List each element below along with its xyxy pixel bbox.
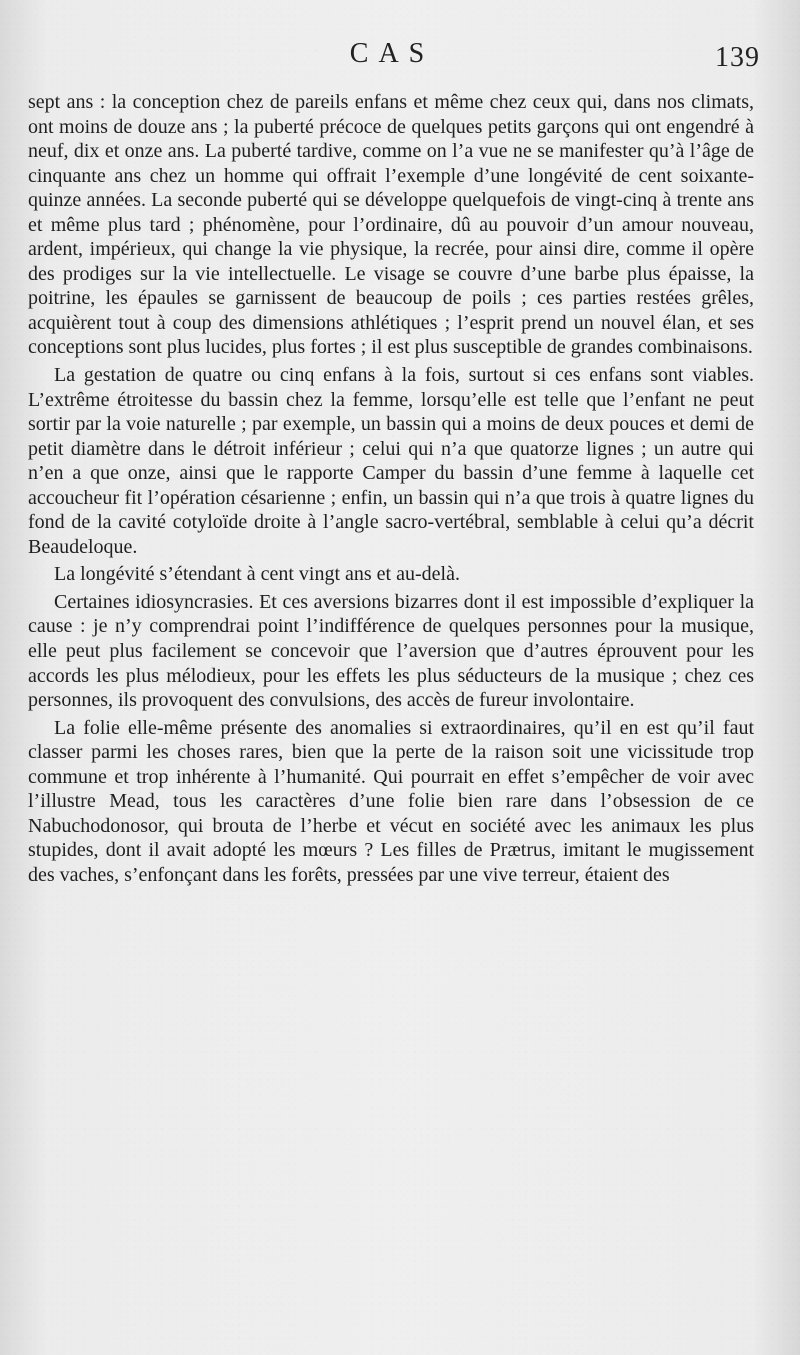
paragraph-3: La longévité s’étendant à cent vingt ans et au-delà. [54,563,460,586]
page-header [28,38,760,82]
page-number: 139 [715,42,760,73]
paragraph-4: Certaines idiosyncrasies. Et ces aversions bizarres dont il est impossible d’expliquer la cause : je n’y comprendrai point l’indifférence de quelques personnes pour la musique, elle peut plus facilement se concevoir que l’aversion que d’autres éprouvent pour les accords les plus mélodieux, pour les effets les plus séducteurs de la musique ; chez ces personnes, ils provoquent des convulsions, des accès de fureur involontaire. [28,590,754,712]
page-text [28,90,754,888]
paragraph-2: La gestation de quatre ou cinq enfans à la fois, surtout si ces enfans sont viables. L’extrême étroitesse du bassin chez la femme, lorsqu’elle est telle que l’enfant ne peut sortir par la voie naturelle ; par exemple, un bassin qui a moins de deux pouces et demi de petit diamètre dans le détroit inférieur ; celui qui n’a que quatorze lignes ; un autre qui n’en a que onze, ainsi que le rapporte Camper du bassin d’une femme à laquelle cet accoucheur fit l’opération césarienne ; enfin, un bassin qui n’a que trois à quatre lignes du fond de la cavité cotyloïde droite à l’angle sacro-vertébral, semblable à celui qu’a décrit Beaudeloque. [28,364,754,558]
paragraph-1: sept ans : la conception chez de pareils enfans et même chez ceux qui, dans nos climats, ont moins de douze ans ; la puberté précoce de quelques petits garçons qui ont engendré à neuf, dix et onze ans. La puberté tardive, comme on l’a vue ne se manifester qu’à l’âge de cinquante ans chez un homme qui offrait l’exemple d’une longévité de cent soixante-quinze années. La seconde puberté qui se développe quelquefois de vingt-cinq à trente ans et même plus tard ; phénomène, pour l’ordinaire, dû au pouvoir d’un amour nouveau, ardent, impérieux, qui change la vie physique, la recrée, pour ainsi dire, comme il opère des prodiges sur la vie intellectuelle. Le visage se couvre d’une barbe plus épaisse, la poitrine, les épaules se garnissent de beaucoup de poils ; ces parties restées grêles, acquièrent tout à coup des dimensions athlétiques ; l’esprit prend un nouvel élan, et ses conceptions sont plus lucides, plus fortes ; il est plus susceptible de grandes combinaisons. [28,91,754,359]
paragraph-5: La folie elle-même présente des anomalies si extraordinaires, qu’il en est qu’il faut classer parmi les choses rares, bien que la perte de la raison soit une vicissitude trop commune et trop inhérente à l’humanité. Qui pourrait en effet s’empêcher de voir avec l’illustre Mead, tous les caractères d’une folie bien rare dans l’obsession de ce Nabuchodonosor, qui brouta de l’herbe et vécut en société avec les animaux les plus stupides, dont il avait adopté les mœurs ? Les filles de Prætrus, imitant le mugissement des vaches, s’enfonçant dans les forêts, pressées par une vive terreur, étaient des [28,716,754,886]
running-head: CAS [349,38,435,69]
